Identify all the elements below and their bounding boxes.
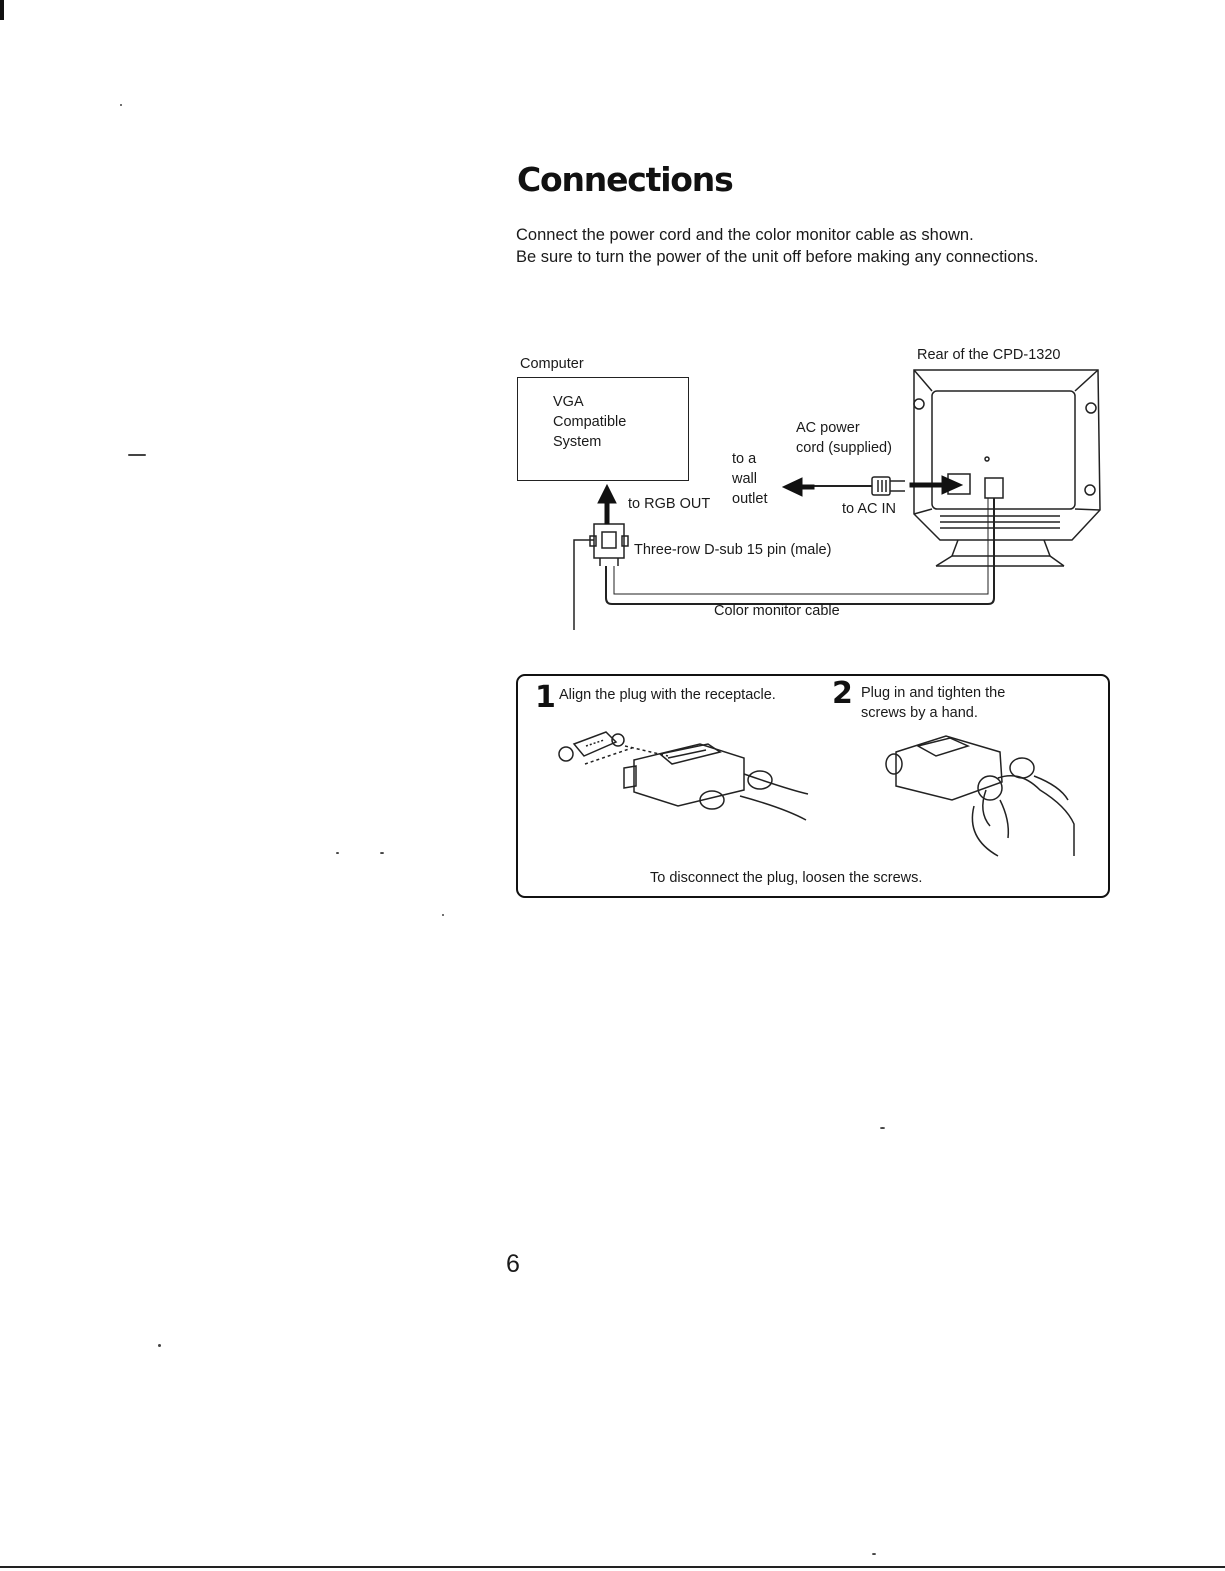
page-edge-mark: [0, 0, 4, 20]
monitor-rear-label: Rear of the CPD-1320: [917, 347, 1061, 363]
computer-box: [517, 377, 689, 481]
page-bottom-edge: [0, 1566, 1225, 1568]
step-text: Align the plug with the receptacle.: [559, 687, 776, 703]
computer-label: Computer: [520, 356, 584, 372]
scan-speck: [380, 852, 384, 854]
disconnect-note: To disconnect the plug, loosen the screws.: [650, 870, 923, 886]
screw-icon: [1086, 403, 1096, 413]
step-number: 1: [535, 680, 556, 715]
scan-speck: [442, 914, 444, 916]
scan-speck: [158, 1344, 161, 1347]
computer-box-line: VGA: [553, 394, 584, 410]
receptacle-illustration: [559, 732, 624, 761]
screw-icon: [914, 399, 924, 409]
dsub-connector-icon: [594, 524, 624, 558]
guide-line: [585, 748, 632, 764]
power-plug-icon: [872, 477, 890, 495]
indicator-dot: [985, 457, 989, 461]
scan-speck: [336, 852, 339, 854]
arrow-right-icon: [942, 476, 962, 494]
intro-text: [516, 224, 1176, 268]
ac-in-label: to AC IN: [842, 501, 896, 517]
screw-icon: [1085, 485, 1095, 495]
step-text: Plug in and tighten the screws by a hand.: [861, 685, 1006, 721]
step-illustrations: [540, 724, 1090, 864]
vga-plug-illustration: [624, 744, 808, 820]
wall-outlet-label: to a wall outlet: [732, 451, 768, 507]
rgb-out-label: to RGB OUT: [628, 496, 711, 512]
intro-line: Connect the power cord and the color monitor cable as shown.: [516, 226, 974, 244]
scan-speck: [128, 454, 146, 456]
video-port: [985, 478, 1003, 498]
connector-label: Three-row D-sub 15 pin (male): [634, 542, 832, 558]
page-title: Connections: [517, 160, 733, 199]
scan-speck: [872, 1553, 876, 1555]
scan-speck: [120, 104, 122, 106]
page-number: 6: [506, 1250, 520, 1278]
cable-label: Color monitor cable: [714, 603, 840, 619]
step-pointer-line: [574, 540, 594, 630]
computer-box-line: System: [553, 434, 602, 450]
arrow-left-icon: [783, 478, 802, 496]
monitor-rear-outline: [914, 370, 1100, 540]
computer-box-line: Compatible: [553, 414, 627, 430]
step-number: 2: [832, 676, 853, 711]
scan-speck: [880, 1127, 885, 1129]
ac-power-cord-label: AC power cord (supplied): [796, 420, 892, 456]
monitor-stand: [952, 540, 1050, 556]
intro-line: Be sure to turn the power of the unit off before making any connections.: [516, 248, 1039, 266]
